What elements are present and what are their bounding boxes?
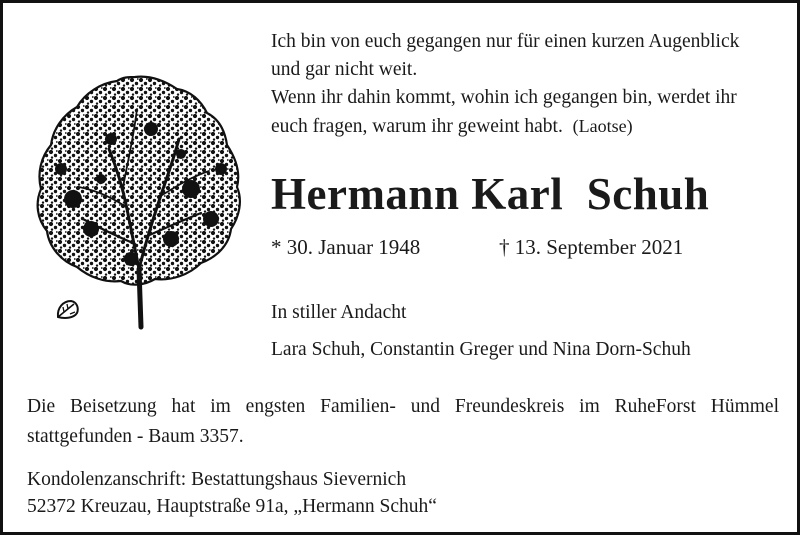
life-dates	[271, 233, 684, 261]
birth-date: * 30. Januar 1948	[271, 235, 421, 259]
burial-line: stattgefunden - Baum 3357.	[27, 426, 244, 447]
quote-line: Wenn ihr dahin kommt, wohin ich gegangen bin, werdet ihr	[271, 87, 737, 108]
burial-line: Die Beisetzung hat im engsten Familien- und Freundeskreis im RuheForst Hümmel	[27, 396, 779, 417]
condolence-line: Kondolenzanschrift: Bestattungshaus Sievernich	[27, 469, 407, 490]
quote-line: Ich bin von euch gegangen nur für einen kurzen Augenblick	[271, 31, 740, 52]
family-signatories: Lara Schuh, Constantin Greger und Nina Dorn-Schuh	[271, 339, 691, 360]
quote-author: (Laotse)	[572, 116, 633, 136]
quote-line: und gar nicht weit.	[271, 59, 418, 80]
death-date: † 13. September 2021	[499, 235, 684, 259]
leaf-emblem-icon	[55, 298, 81, 320]
quote-line-last: euch fragen, warum ihr geweint habt. (Laotse)	[271, 116, 633, 137]
deceased-name: Hermann Karl Schuh	[271, 169, 710, 219]
quote	[271, 28, 781, 141]
condolence-address	[27, 466, 779, 520]
remembrance-text: In stiller Andacht	[271, 302, 407, 323]
tree-illustration-icon	[31, 69, 247, 331]
condolence-line: 52372 Kreuzau, Hauptstraße 91a, „Hermann Schuh“	[27, 496, 437, 517]
burial-notice	[27, 392, 779, 452]
